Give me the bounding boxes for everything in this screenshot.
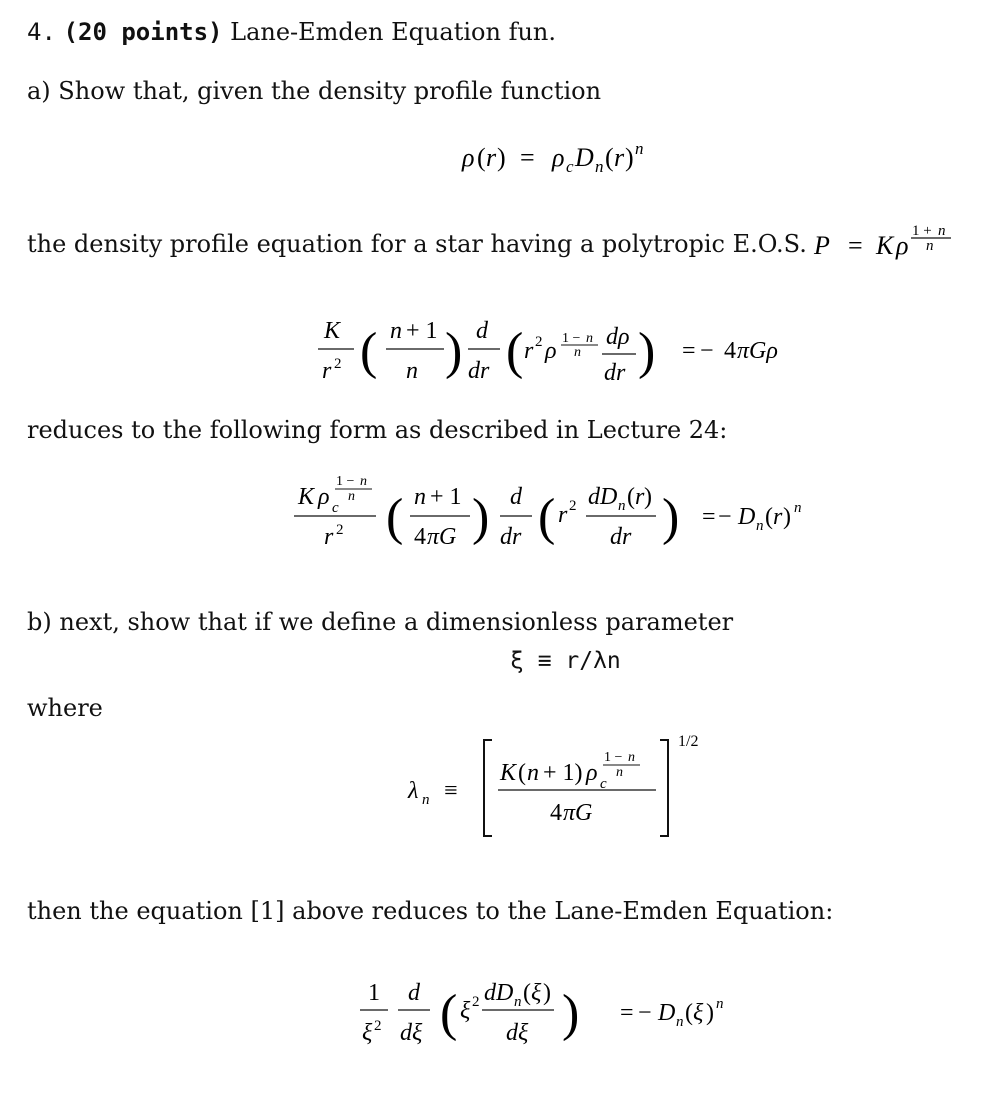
svg-text:r: r xyxy=(773,504,783,530)
then-text: then the equation [1] above reduces to the Lane-Emden Equation: xyxy=(27,897,834,925)
svg-text:λ: λ xyxy=(408,778,419,804)
svg-text:ρ: ρ xyxy=(586,760,598,786)
svg-text:n: n xyxy=(794,500,802,516)
svg-text:2: 2 xyxy=(535,334,543,350)
svg-text:(: ( xyxy=(627,484,635,510)
svg-text:): ) xyxy=(543,980,551,1006)
svg-text:1 −: 1 − xyxy=(562,331,581,346)
svg-text:πGρ: πGρ xyxy=(737,338,778,364)
svg-text:D: D xyxy=(658,1000,676,1026)
svg-text:P: P xyxy=(814,231,830,260)
svg-text:=: = xyxy=(702,504,716,530)
reduces-text: reduces to the following form as described in Lecture 24: xyxy=(27,416,728,444)
svg-text:dD: dD xyxy=(588,484,618,510)
svg-text:(: ( xyxy=(506,323,524,380)
equation-2 xyxy=(292,472,852,566)
svg-text:−: − xyxy=(700,338,714,364)
svg-text:n: n xyxy=(514,994,522,1010)
svg-text:dξ: dξ xyxy=(400,1020,423,1046)
problem-heading xyxy=(27,18,556,46)
svg-text:c: c xyxy=(600,776,607,792)
svg-text:): ) xyxy=(644,484,652,510)
svg-text:1 −: 1 − xyxy=(604,750,623,765)
svg-text:): ) xyxy=(638,323,656,380)
svg-text:): ) xyxy=(445,323,463,380)
svg-text:(: ( xyxy=(360,323,378,380)
svg-text:d: d xyxy=(510,484,522,510)
svg-text:(: ( xyxy=(765,504,773,530)
svg-text:≡: ≡ xyxy=(444,778,458,804)
svg-text:c: c xyxy=(332,500,339,516)
equation-1 xyxy=(310,312,810,396)
svg-text:n: n xyxy=(360,474,367,489)
svg-text:dr: dr xyxy=(468,358,490,384)
where-text: where xyxy=(27,694,103,722)
svg-text:(: ( xyxy=(605,143,614,172)
eos-text: the density profile equation for a star having a polytropic E.O.S. xyxy=(27,230,807,258)
svg-text:r: r xyxy=(558,502,568,528)
svg-text:+ 1): + 1) xyxy=(543,760,583,786)
eos-formula xyxy=(814,220,984,268)
svg-text:−: − xyxy=(638,1000,652,1026)
svg-text:2: 2 xyxy=(472,994,480,1010)
svg-text:ρ: ρ xyxy=(318,484,330,510)
lane-emden-equation xyxy=(356,968,776,1062)
density-equation xyxy=(462,138,682,182)
svg-text:2: 2 xyxy=(374,1018,382,1034)
svg-text:): ) xyxy=(562,985,580,1042)
svg-text:=: = xyxy=(620,1000,634,1026)
svg-text:n: n xyxy=(926,238,934,254)
svg-text:4: 4 xyxy=(724,338,736,364)
svg-text:(: ( xyxy=(386,489,404,546)
problem-points: (20 points) xyxy=(63,18,223,46)
svg-text:n: n xyxy=(618,498,626,514)
svg-text:n: n xyxy=(390,318,402,344)
svg-text:ξ: ξ xyxy=(460,998,471,1024)
svg-text:dD: dD xyxy=(484,980,514,1006)
svg-text:πG: πG xyxy=(427,524,457,550)
svg-text:=: = xyxy=(682,338,696,364)
svg-text:4: 4 xyxy=(414,524,426,550)
svg-text:n: n xyxy=(628,750,635,765)
svg-text:=: = xyxy=(848,231,863,260)
svg-text:(: ( xyxy=(477,143,486,172)
svg-text:ξ: ξ xyxy=(531,980,542,1006)
svg-text:c: c xyxy=(566,157,574,176)
svg-text:−: − xyxy=(718,504,732,530)
svg-text:r: r xyxy=(635,484,645,510)
svg-text:n: n xyxy=(422,792,430,808)
problem-number: 4. xyxy=(27,18,56,46)
svg-text:=: = xyxy=(520,143,535,172)
svg-text:+ 1: + 1 xyxy=(430,484,462,510)
svg-text:n: n xyxy=(595,157,604,176)
svg-text:+ 1: + 1 xyxy=(406,318,438,344)
part-b-intro: b) next, show that if we define a dimensionless parameter xyxy=(27,608,734,636)
svg-text:d: d xyxy=(476,318,488,344)
svg-text:): ) xyxy=(706,1000,714,1026)
svg-text:4: 4 xyxy=(550,800,562,826)
svg-text:): ) xyxy=(472,489,490,546)
svg-text:): ) xyxy=(497,143,506,172)
svg-text:n: n xyxy=(616,765,623,780)
svg-text:dr: dr xyxy=(500,524,522,550)
svg-text:1: 1 xyxy=(368,980,380,1006)
svg-text:dξ: dξ xyxy=(506,1020,529,1046)
svg-text:K: K xyxy=(500,760,517,786)
svg-text:n: n xyxy=(406,358,418,384)
svg-text:n: n xyxy=(527,760,539,786)
svg-text:2: 2 xyxy=(334,356,342,372)
svg-text:1 −: 1 − xyxy=(336,474,355,489)
lambda-definition xyxy=(408,728,728,847)
svg-text:n: n xyxy=(586,331,593,346)
svg-text:2: 2 xyxy=(569,498,577,514)
part-a-intro: a) Show that, given the density profile function xyxy=(27,77,602,105)
svg-text:(: ( xyxy=(523,980,531,1006)
xi-definition: ξ ≡ r/λn xyxy=(510,648,621,674)
svg-text:K: K xyxy=(876,231,894,260)
svg-text:2: 2 xyxy=(336,522,344,538)
svg-text:r: r xyxy=(324,524,334,550)
svg-text:ξ: ξ xyxy=(362,1020,373,1046)
svg-text:ρ: ρ xyxy=(545,338,557,364)
svg-text:): ) xyxy=(783,504,791,530)
svg-text:n: n xyxy=(716,996,724,1012)
svg-text:n: n xyxy=(676,1014,684,1030)
svg-text:ρ: ρ xyxy=(462,143,475,172)
svg-text:r: r xyxy=(614,143,625,172)
svg-text:n: n xyxy=(938,223,946,239)
svg-text:(: ( xyxy=(440,985,458,1042)
svg-text:ρ: ρ xyxy=(896,231,909,260)
svg-text:n: n xyxy=(348,489,355,504)
svg-text:): ) xyxy=(662,489,680,546)
svg-text:dr: dr xyxy=(610,524,632,550)
svg-text:r: r xyxy=(322,358,332,384)
svg-text:n: n xyxy=(574,345,581,360)
svg-text:ρ: ρ xyxy=(552,143,565,172)
lambda-exponent: 1/2 xyxy=(678,733,699,750)
svg-text:1 +: 1 + xyxy=(912,223,932,239)
svg-text:(: ( xyxy=(538,489,556,546)
svg-text:D: D xyxy=(738,504,756,530)
svg-text:(: ( xyxy=(518,760,526,786)
svg-text:K: K xyxy=(298,484,315,510)
problem-title: Lane-Emden Equation fun. xyxy=(230,18,557,46)
svg-text:d: d xyxy=(408,980,420,1006)
svg-text:dρ: dρ xyxy=(606,324,630,350)
svg-text:K: K xyxy=(324,318,341,344)
svg-text:): ) xyxy=(625,143,634,172)
svg-text:r: r xyxy=(524,338,534,364)
svg-text:r: r xyxy=(486,143,497,172)
svg-text:n: n xyxy=(414,484,426,510)
svg-text:ξ: ξ xyxy=(693,1000,704,1026)
svg-text:(: ( xyxy=(685,1000,693,1026)
svg-text:D: D xyxy=(575,143,594,172)
svg-text:πG: πG xyxy=(563,800,593,826)
svg-text:dr: dr xyxy=(604,360,626,386)
svg-text:n: n xyxy=(756,518,764,534)
svg-text:n: n xyxy=(635,139,644,158)
